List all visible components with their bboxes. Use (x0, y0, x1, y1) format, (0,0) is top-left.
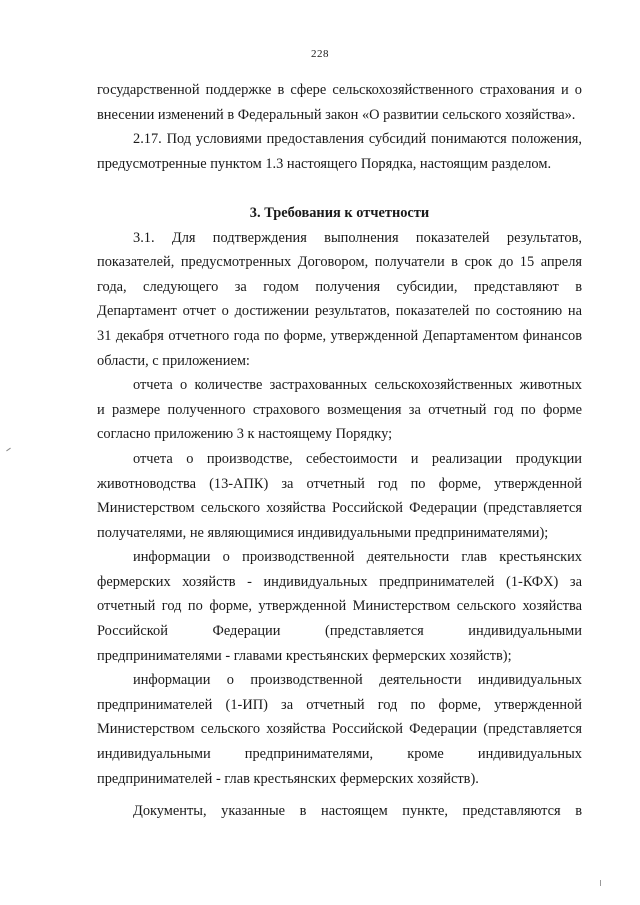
text-line: фермерских хозяйств - индивидуальных предпринимателей (1-КФХ) за (97, 573, 582, 590)
text-line: Министерством сельского хозяйства Российской Федерации (представляется (97, 721, 582, 738)
scan-artifact-mark (6, 448, 11, 452)
text-line: 2.17. Под условиями предоставления субсидий понимаются положения, (133, 131, 582, 148)
text-line: отчетный год по форме, утвержденной Министерством сельского хозяйства (97, 598, 582, 615)
text-line: получателями, не являющимися индивидуальными предпринимателями); (97, 524, 549, 541)
page-number: 228 (311, 48, 329, 60)
text-line: государственной поддержке в сфере сельскохозяйственного страхования и о (97, 82, 582, 98)
ip-1-report-item (97, 668, 582, 791)
text-line: Документы, указанные в настоящем пункте, представляются в (133, 803, 582, 820)
text-line: информации о производственной деятельности индивидуальных (133, 672, 582, 689)
kfh-1-report-item (97, 545, 582, 668)
text-line: предпринимателей - глав крестьянских фермерских хозяйств). (97, 770, 479, 787)
text-line: информации о производственной деятельности глав крестьянских (133, 549, 582, 566)
text-line: индивидуальными предпринимателями, кроме индивидуальных (97, 746, 582, 763)
apk-13-report-item (97, 447, 582, 545)
paragraph-spacing (97, 791, 582, 799)
section-heading: 3. Требования к отчетности (249, 204, 430, 221)
text-line: 3.1. Для подтверждения выполнения показателей результатов, (133, 229, 582, 246)
text-line: и размере полученного страхового возмещения за отчетный год по форме (97, 401, 582, 418)
clause-2-17-paragraph (97, 127, 582, 176)
text-line: 31 декабря отчетного года по форме, утвержденной Департаментом финансов (97, 327, 582, 344)
text-line: предусмотренные пунктом 1.3 настоящего Порядка, настоящим разделом. (97, 155, 552, 172)
text-line: Департамент отчет о достижении результатов, показателей по состоянию на (97, 303, 582, 320)
text-line: Министерством сельского хозяйства Российской Федерации (представляется (97, 500, 582, 517)
text-line: области, с приложением: (97, 352, 250, 369)
text-line: года, следующего за годом получения субсидии, представляют в (97, 278, 582, 295)
text-line: предпринимателей (1-ИП) за отчетный год по форме, утвержденной (97, 696, 582, 713)
text-line: согласно приложению 3 к настоящему Порядку; (97, 426, 393, 443)
text-line: предпринимателями - главами крестьянских фермерских хозяйств); (97, 647, 512, 664)
clause-3-1-paragraph (97, 226, 582, 374)
text-line: отчета о количестве застрахованных сельскохозяйственных животных (133, 377, 582, 394)
text-line: показателей, предусмотренных Договором, получатели в срок до 15 апреля (97, 254, 582, 271)
text-line: отчета о производстве, себестоимости и реализации продукции (133, 450, 582, 467)
blank-line (97, 176, 582, 201)
text-line: Российской Федерации (представляется индивидуальными (97, 623, 582, 640)
insurance-report-item (97, 373, 582, 447)
intro-paragraph (97, 78, 582, 127)
text-line: внесении изменений в Федеральный закон «О развитии сельского хозяйства». (97, 106, 576, 123)
closing-paragraph (97, 799, 582, 824)
document-body (97, 78, 582, 824)
scan-artifact-dot (600, 880, 601, 886)
text-line: животноводства (13-АПК) за отчетный год по форме, утвержденной (97, 475, 582, 492)
